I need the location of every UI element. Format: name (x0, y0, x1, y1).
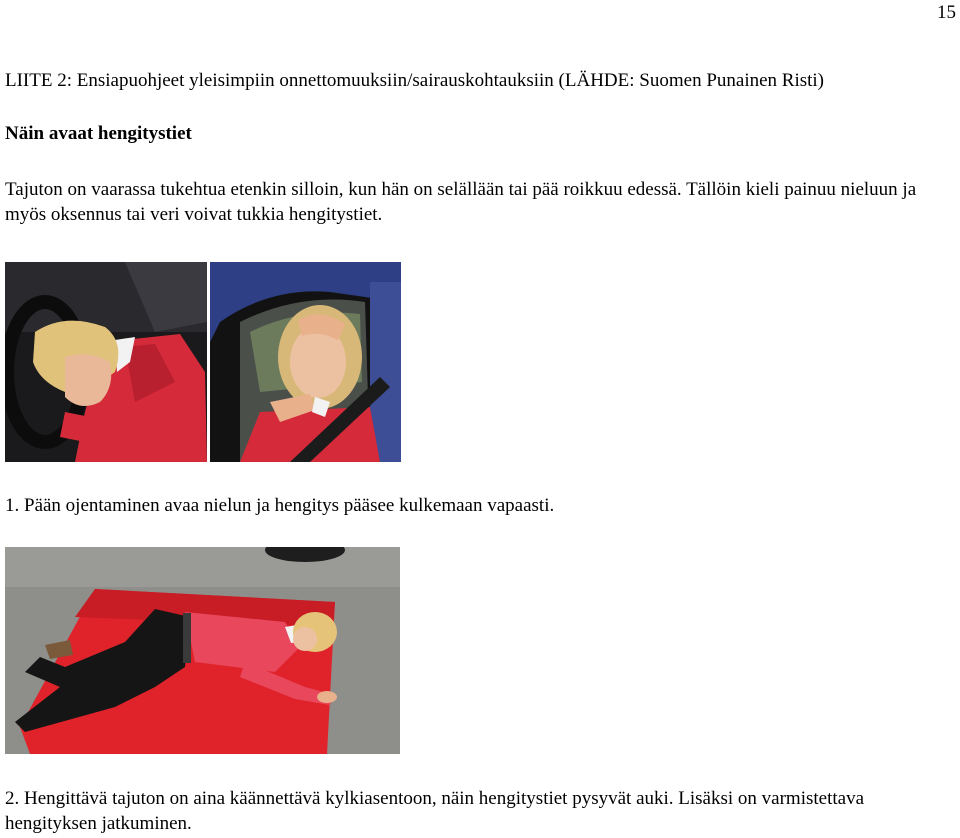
section-heading: Näin avaat hengitystiet (5, 123, 192, 144)
intro-paragraph: Tajuton on vaarassa tukehtua etenkin silloin, kun hän on selällään tai pää roikkuu edessä. Tällöin kieli painuu nieluun ja myös oksennus tai veri voivat tukkia hengitystiet. (5, 179, 917, 225)
photo-slumped-driver (5, 262, 207, 462)
figure-caption-1: 1. Pään ojentaminen avaa nielun ja hengitys pääsee kulkemaan vapaasti. (5, 495, 555, 516)
photo-recovery-position (5, 547, 400, 754)
appendix-title: LIITE 2: Ensiapuohjeet yleisimpiin onnettomuuksiin/sairauskohtauksiin (LÄHDE: Suomen Punainen Risti) (5, 70, 825, 91)
photo-head-tilt (210, 262, 401, 462)
page-number: 15 (937, 2, 956, 23)
figure-caption-2: 2. Hengittävä tajuton on aina käännettävä kylkiasentoon, näin hengitystiet pysyvät auki. Lisäksi on varmistettava hengityksen jatkuminen. (5, 788, 865, 834)
